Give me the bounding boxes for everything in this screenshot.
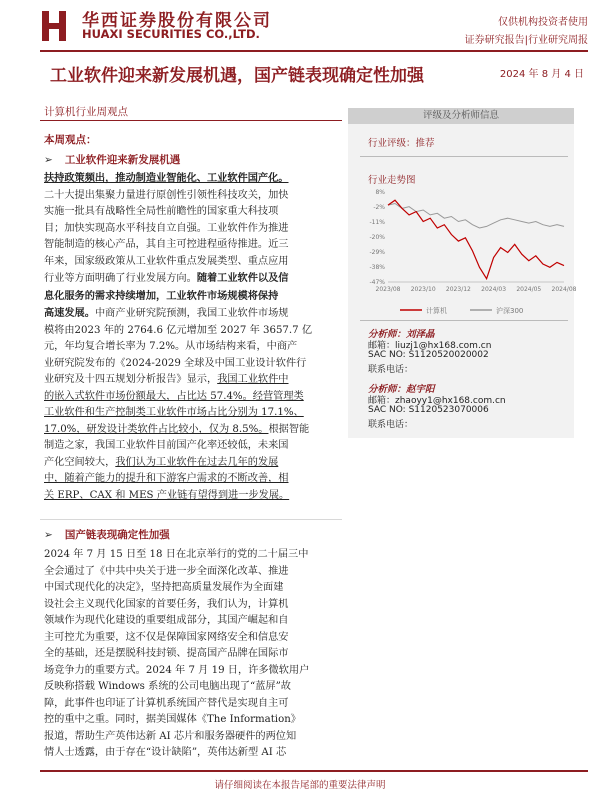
- body-line: [44, 288, 312, 306]
- body-line: 全的基础，还是摆脱科技封锁、提高国产品牌在国际市: [44, 648, 289, 659]
- trend-chart-title: 行业走势图: [368, 175, 416, 186]
- body-line: [44, 170, 312, 188]
- body-line: [44, 270, 312, 288]
- text-run: 随着工业软件以及信: [196, 272, 289, 284]
- text-run: 高速发展。: [44, 307, 95, 319]
- text-run: 智能制造的核心产品，其自主可控进程亟待推进。近三: [44, 239, 289, 250]
- analyst-rule: [360, 320, 568, 321]
- series-hs300-line: [388, 204, 564, 229]
- report-subtitle: 计算机行业周观点: [44, 106, 128, 118]
- trend-chart: [360, 186, 577, 318]
- header-rule: [40, 50, 588, 52]
- body-line: [44, 372, 312, 389]
- body-line: 设社会主义现代化国家的首要任务，我们认为，计算机: [44, 598, 289, 610]
- x-tick-label: 2024/05: [516, 286, 542, 293]
- body-line: [44, 455, 312, 472]
- text-run: 制造之家，我国工业软件目前国产化率还较低，未来国: [44, 440, 289, 451]
- text-run: 二十大提出集聚力量进行原创性引领性科技攻关，加快: [44, 189, 289, 201]
- text-run: 目；加快实现高水平科技自立自强。工业软件作为推进: [44, 222, 289, 234]
- body-line: [44, 188, 312, 205]
- y-tick-label: -38%: [369, 264, 385, 271]
- body-line: 反映称搭载 Windows 系统的公司电脑出现了“蓝屏”故: [44, 681, 291, 692]
- company-name-en: HUAXI SECURITIES CO.,LTD.: [82, 27, 260, 41]
- body-line: [44, 471, 312, 488]
- text-run: 中，随着产能力的提升和下游客户需求的不断改善，相: [44, 473, 289, 484]
- report-type: 证券研究报告|行业研究周报: [464, 35, 588, 46]
- footer-rule: [40, 770, 588, 772]
- body-line: 场竞争力的重要方式。2024 年 7 月 19 日，许多微软用户: [44, 664, 310, 676]
- x-tick-label: 2023/08: [375, 286, 401, 293]
- legal-notice: 请仔细阅读在本报告尾部的重要法律声明: [214, 780, 386, 791]
- text-run: 我们认为工业软件在过去几年的发展: [115, 456, 279, 468]
- rating-rule: [360, 156, 568, 157]
- series-computer-line: [388, 200, 564, 279]
- x-tick-label: 2024/08: [551, 286, 577, 293]
- legend-hs300-label: 沪深300: [496, 307, 524, 315]
- text-run: 年来，国家级政策从工业软件重点发展类型、重点应用: [44, 255, 289, 267]
- body-line: [44, 356, 312, 373]
- analyst1-name: 分析师：刘泽晶: [368, 329, 435, 340]
- y-tick-label: -11%: [369, 219, 385, 226]
- body-line: 中国式现代化的决定》，坚持把高质量发展作为全面建: [44, 582, 284, 593]
- industry-rating: 行业评级：推荐: [368, 138, 435, 149]
- analyst1-sac: SAC NO: S1120520020002: [368, 350, 489, 360]
- bullet-arrow-icon: ➢: [44, 529, 53, 541]
- text-run: 的嵌入式软件市场份额最大，占比达 57.4%。经营管理类: [44, 390, 304, 402]
- text-run: 扶持政策频出，推动制造业智能化、工业软件国产化。: [44, 172, 289, 184]
- section1-body: [44, 170, 312, 504]
- text-run: 模将由2023 年的 2764.6 亿元增加至 2027 年 3657.7 亿: [44, 324, 313, 336]
- body-line: 障，此事件也印证了计算机系统国产替代是实现自主可: [44, 697, 289, 709]
- y-tick-label: -2%: [373, 204, 385, 211]
- body-line: [44, 254, 312, 271]
- report-date: 2024 年 8 月 4 日: [499, 69, 584, 80]
- body-line: [44, 204, 312, 221]
- section-divider: [40, 519, 342, 520]
- body-line: [44, 339, 312, 356]
- analyst2-email: 邮箱：zhaoyy1@hx168.com.cn: [368, 396, 506, 406]
- y-tick-label: -20%: [369, 234, 385, 241]
- x-tick-label: 2023/12: [445, 286, 471, 293]
- analyst1-phone: 联系电话：: [368, 365, 414, 375]
- analyst2-sac: SAC NO: S1120523070006: [368, 405, 489, 415]
- analyst2-name: 分析师：赵宇阳: [368, 384, 435, 395]
- body-line: 报道，帮助生产英伟达新 AI 芯片和服务器硬件的两位知: [44, 730, 297, 742]
- body-line: [44, 389, 312, 406]
- body-line: [44, 221, 312, 238]
- text-run: 17.0%，研发设计类软件占比较小，仅为 8.5%。: [44, 423, 269, 435]
- analyst1-email: 邮箱：liuzj1@hx168.com.cn: [368, 341, 492, 351]
- body-line: [44, 405, 312, 422]
- section-label: 本周观点：: [44, 134, 97, 146]
- text-run: 息化服务的需求持续增加，工业软件市场规模将保持: [44, 289, 279, 302]
- report-title: 工业软件迎来新发展机遇，国产链表现确定性加强: [50, 66, 424, 86]
- body-line: [44, 422, 312, 439]
- body-line: [44, 323, 312, 340]
- body-line: [44, 305, 312, 323]
- text-run: 根据智能: [268, 423, 310, 435]
- y-tick-label: 8%: [375, 189, 385, 196]
- text-run: 实施一批具有战略性全局性前瞻性的国家重大科技项: [44, 206, 279, 217]
- text-run: 业研究院发布的《2024-2029 全球及中国工业设计软件行: [44, 357, 307, 369]
- body-line: 全会通过了《中共中央关于进一步全面深化改革、推进: [44, 565, 289, 577]
- section2-body: [44, 547, 309, 762]
- huaxi-logo-icon: [42, 11, 66, 41]
- text-run: 行业等方面明确了行业发展方向。: [44, 273, 197, 284]
- legend-computer-label: 计算机: [426, 307, 447, 315]
- x-tick-label: 2024/03: [481, 286, 507, 293]
- body-line: [44, 237, 312, 254]
- audience-note: 仅供机构投资者使用: [498, 17, 588, 28]
- body-line: [44, 488, 312, 505]
- text-run: 我国工业软件中: [217, 374, 289, 385]
- body-line: 控的重中之重。同时，据美国媒体《The Information》: [44, 714, 301, 725]
- text-run: 中商产业研究院预测，我国工业软件市场规: [94, 308, 289, 319]
- text-run: 业研究及十四五规划分析报告》显示，: [44, 374, 218, 385]
- section1-heading: ➢ 工业软件迎来新发展机遇: [44, 154, 181, 166]
- body-line: 2024 年 7 月 15 日至 18 日在北京举行的党的二十届三中: [44, 549, 309, 560]
- sidebar-header: 评级及分析师信息: [348, 108, 574, 124]
- y-tick-label: -47%: [369, 279, 385, 286]
- body-line: 主可控尤为重要，这不仅是保障国家网络安全和信息安: [44, 631, 289, 643]
- subtitle-rule: [40, 120, 342, 121]
- body-line: 领域作为现代化建设的重要组成部分，其国产崛起和自: [44, 615, 289, 626]
- body-line: [44, 438, 312, 455]
- text-run: 产化空间较大，: [44, 456, 116, 468]
- section2-heading: ➢ 国产链表现确定性加强: [44, 529, 170, 541]
- company-name-cn: 华西证券股份有限公司: [82, 11, 272, 31]
- text-run: 工业软件和生产控制类工业软件市场占比分别为 17.1%、: [44, 407, 304, 418]
- x-tick-label: 2023/10: [410, 286, 436, 293]
- bullet-arrow-icon: ➢: [44, 154, 53, 166]
- y-tick-label: -29%: [369, 249, 385, 256]
- body-line: 情人士透露，由于存在“设计缺陷”，英伟达新型 AI 芯: [44, 747, 287, 758]
- text-run: 关 ERP、CAX 和 MES 产业链有望得到进一步发展。: [44, 489, 290, 501]
- analyst2-phone: 联系电话：: [368, 420, 414, 430]
- text-run: 元，年均复合增长率为 7.2%。从市场结构来看，中商产: [44, 341, 298, 352]
